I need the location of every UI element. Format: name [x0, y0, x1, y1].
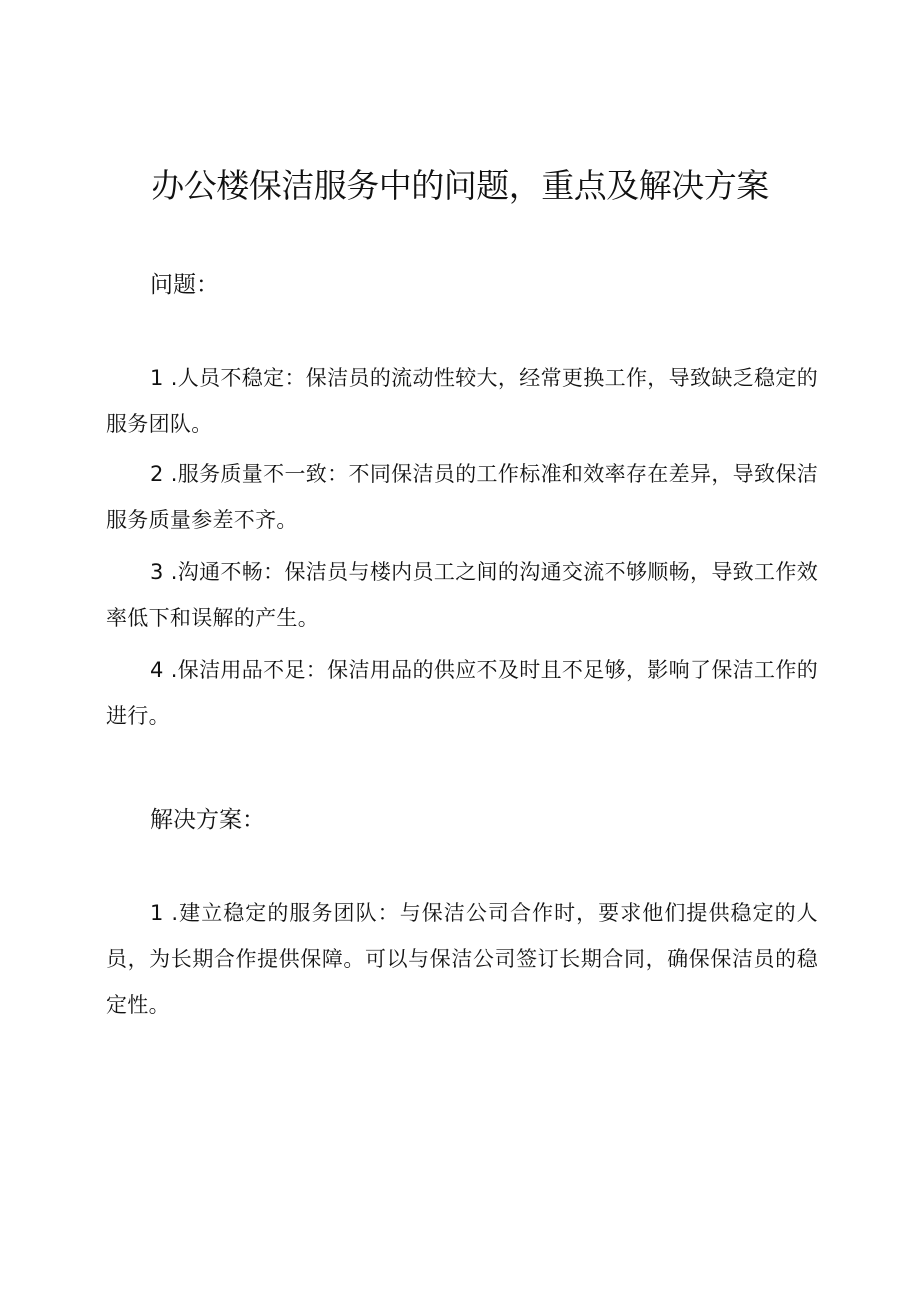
solution-item-1-text: .建立稳定的服务团队：与保洁公司合作时，要求他们提供稳定的人员，为长期合作提供保障。可以与保洁公司签订长期合同，确保保洁员的稳定性。	[106, 901, 818, 1017]
problems-heading: 问题：	[150, 272, 219, 298]
document-title: 办公楼保洁服务中的问题，重点及解决方案	[151, 166, 769, 205]
problem-item-4-text: .保洁用品不足：保洁用品的供应不及时且不足够，影响了保洁工作的进行。	[106, 658, 818, 728]
solutions-heading: 解决方案：	[150, 807, 265, 833]
problem-item-1	[106, 355, 818, 447]
problem-item-2-number: 2	[150, 462, 164, 486]
problem-item-3-number: 3	[150, 560, 164, 584]
problem-item-2-text: .服务质量不一致：不同保洁员的工作标准和效率存在差异，导致保洁服务质量参差不齐。	[106, 462, 818, 532]
problem-item-3	[106, 549, 818, 641]
problem-item-3-text: .沟通不畅：保洁员与楼内员工之间的沟通交流不够顺畅，导致工作效率低下和误解的产生。	[106, 560, 818, 630]
problem-item-4	[106, 647, 818, 739]
problem-item-1-number: 1	[150, 366, 164, 390]
problem-item-2	[106, 451, 818, 543]
problem-item-4-number: 4	[150, 658, 164, 682]
problem-item-1-text: .人员不稳定：保洁员的流动性较大，经常更换工作，导致缺乏稳定的服务团队。	[106, 366, 818, 436]
solution-item-1-number: 1	[150, 901, 164, 925]
solution-item-1	[106, 890, 818, 1028]
